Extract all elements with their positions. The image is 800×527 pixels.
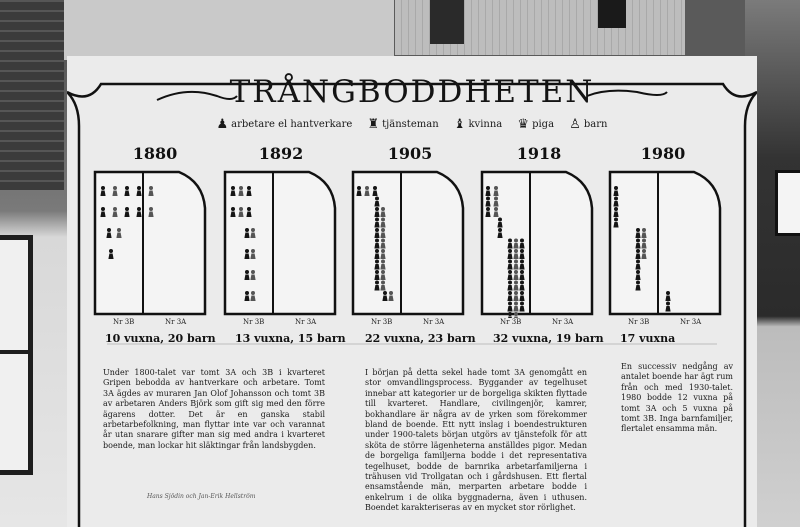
- resident-count-1880: 10 vuxna, 20 barn: [105, 332, 216, 345]
- plot-1918: [480, 168, 596, 318]
- plot-label-3a: Nr 3A: [165, 318, 187, 326]
- background-sky: [64, 0, 394, 60]
- text-1980: En successiv nedgång av antalet boende har ägt rum från och med 1930-talet. 1980 bodde 12 vuxna på tomt 3A och 5 vuxna på tomt 3B. Inga barnfamiljer, flertalet ensamma män.: [621, 362, 733, 434]
- plot-1880: [93, 168, 209, 318]
- maid-figure-icon: ♛: [517, 117, 530, 132]
- lot-outline: [353, 172, 463, 314]
- legend-item-child: ♙ barn: [569, 117, 608, 132]
- plot-label-3b: Nr 3B: [371, 318, 393, 326]
- background-window-right: [775, 170, 800, 236]
- year-1905: 1905: [387, 144, 433, 163]
- background-brick-wall: [0, 0, 64, 190]
- plot-label-3a: Nr 3A: [423, 318, 445, 326]
- legend-item-official: ♜ tjänsteman: [367, 117, 439, 132]
- lot-plan-drawing: [351, 168, 467, 318]
- information-board: [67, 56, 757, 527]
- background-tree: [430, 0, 464, 44]
- resident-count-1905: 22 vuxna, 23 barn: [365, 332, 476, 345]
- text-1800s: Under 1800-talet var tomt 3A och 3B i kvarteret Gripen bebodda av hantverkare och arbetare. Tomt 3A ägdes av muraren Jan Olof Johansson och tomt 3B av arbetaren Anders Björk som gift sig med den förre ägarens dotter. Det är en ganska stabil arbetarbefolkning, man flyttar inte var och varannat år utan snarare gifter man sig med andra i kvarteret boende, man lockar hit släktingar från landsbygden.: [103, 368, 325, 450]
- lot-plan-drawing: [93, 168, 209, 318]
- woman-figure-icon: ♝: [453, 117, 466, 132]
- resident-count-1980: 17 vuxna: [620, 332, 676, 345]
- board-title: TRÅNGBODDHETEN: [229, 74, 595, 110]
- plot-label-3a: Nr 3A: [552, 318, 574, 326]
- legend-item-worker: ♟ arbetare el hantverkare: [216, 117, 353, 132]
- lot-plan-drawing: [223, 168, 339, 318]
- lot-plan-drawing: [480, 168, 596, 318]
- lot-outline: [482, 172, 592, 314]
- plot-label-3b: Nr 3B: [628, 318, 650, 326]
- text-early-1900s: I början på detta sekel hade tomt 3A genomgått en stor omvandlingsprocess. Byggander av tegelhuset innebar att kategorier ur de borgeliga skikten flyttade till kvarteret. Handlare, civilingenjör, kamrer, bokhandlare är några av de yrken som förekommer bland de boende. Ett nytt inslag i boendestrukturen under 1900-talets början utgörs av tjänstefolk för att sköta de större lägenheterna anställdes pigor. Medan de borgeliga familjerna bodde i det representativa tegelhuset, bodde de barnrika arbetarfamiljerna i trähusen vid Trollgatan och i gårdshusen. Ett flertal ensamstående män, merparten arbetare bodde i enkelrum i de olika byggnaderna, även i uthusen. Boendet karakteriseras av en mycket stor rörlighet.: [365, 368, 587, 513]
- legend-item-woman: ♝ kvinna: [453, 117, 503, 132]
- worker-figure-icon: ♟: [216, 117, 229, 132]
- official-figure-icon: ♜: [367, 117, 380, 132]
- plot-1980: [608, 168, 724, 318]
- plot-label-3a: Nr 3A: [680, 318, 702, 326]
- legend-item-maid: ♛ piga: [517, 117, 555, 132]
- plot-1905: [351, 168, 467, 318]
- child-figure-icon: ♙: [569, 117, 581, 132]
- lot-plan-drawing: [608, 168, 724, 318]
- year-1892: 1892: [258, 144, 304, 163]
- signature: Hans Sjödin och Jan-Erik Hellström: [147, 493, 256, 500]
- plot-1892: [223, 168, 339, 318]
- year-1880: 1880: [132, 144, 178, 163]
- plot-label-3a: Nr 3A: [295, 318, 317, 326]
- year-1980: 1980: [640, 144, 686, 163]
- resident-count-1918: 32 vuxna, 19 barn: [493, 332, 604, 345]
- plot-label-3b: Nr 3B: [500, 318, 522, 326]
- year-1918: 1918: [516, 144, 562, 163]
- lot-outline: [610, 172, 720, 314]
- legend: [67, 117, 757, 132]
- plot-label-3b: Nr 3B: [243, 318, 265, 326]
- plot-label-3b: Nr 3B: [113, 318, 135, 326]
- resident-count-1892: 13 vuxna, 15 barn: [235, 332, 346, 345]
- background-house-window: [598, 0, 626, 28]
- background-window-left: [0, 235, 33, 475]
